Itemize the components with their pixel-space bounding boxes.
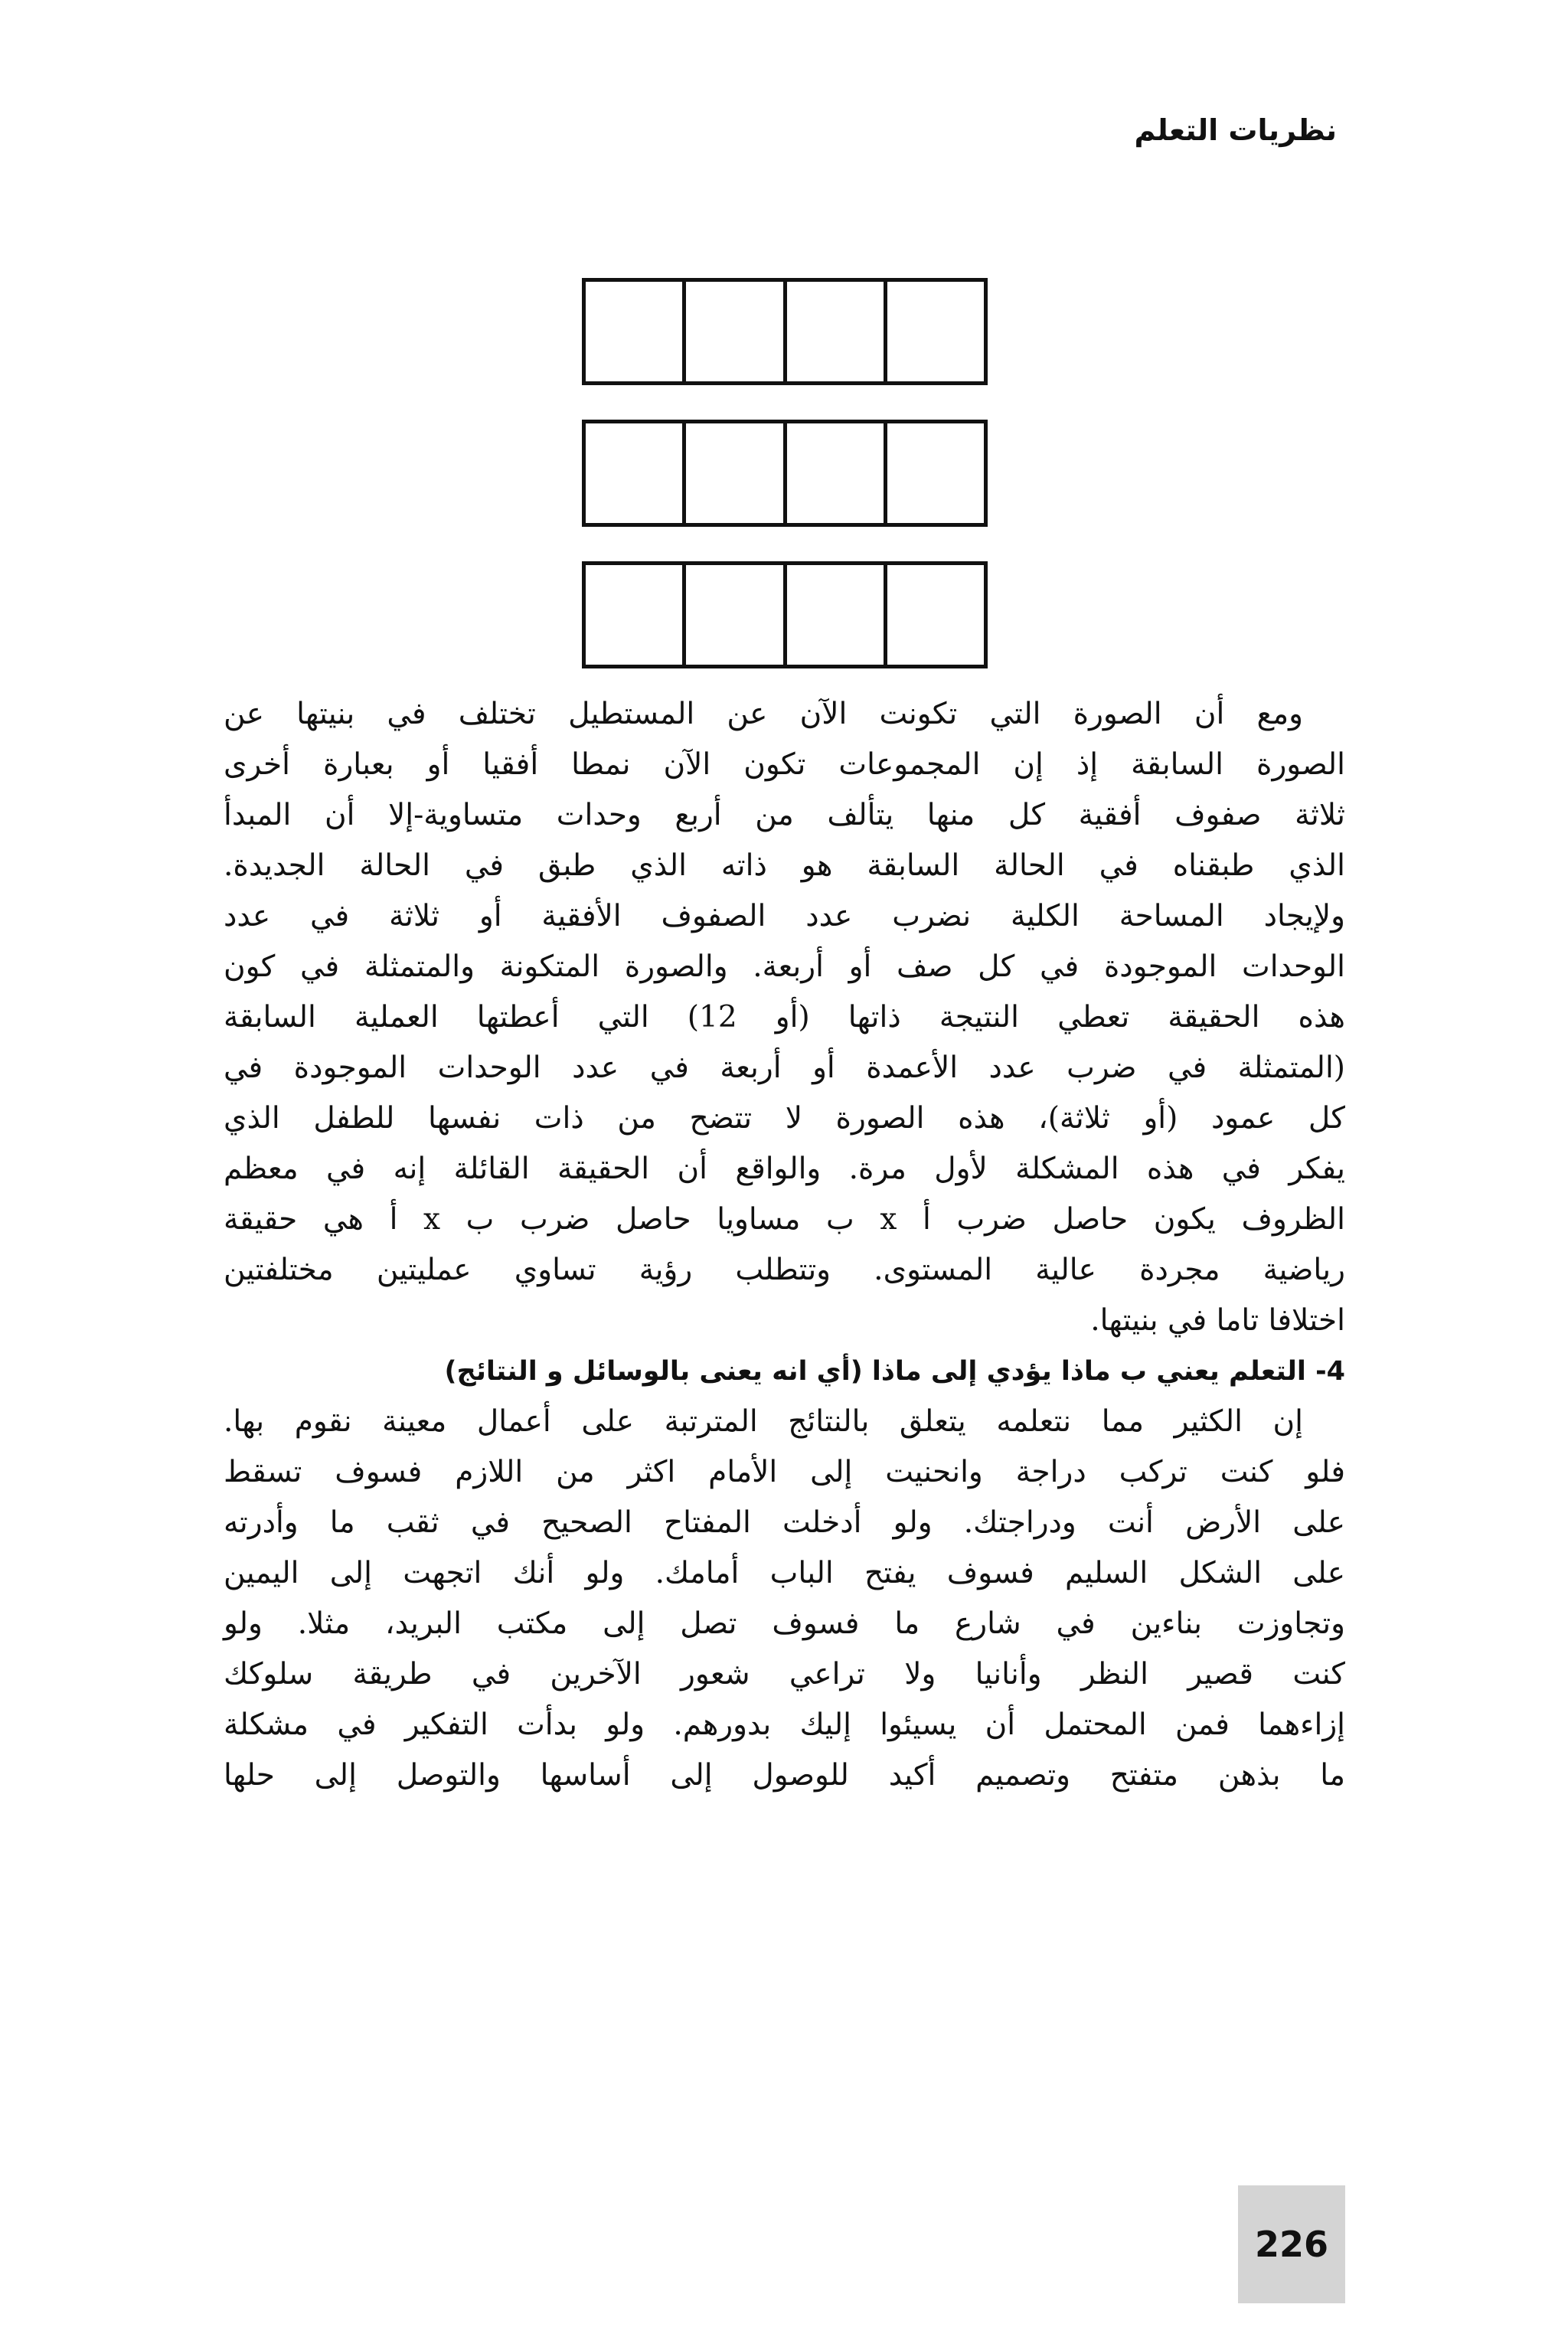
- text-line: ما بذهن متفتح وتصميم أكيد للوصول إلى أساسها والتوصل إلى حلها: [224, 1758, 1345, 1793]
- text-line: رياضية مجردة عالية المستوى. وتتطلب رؤية تساوي عمليتين مختلفتين: [224, 1253, 1345, 1287]
- text-line: الوحدات الموجودة في كل صف أو أربعة. والصورة المتكونة والمتمثلة في كون: [224, 949, 1345, 984]
- grid-cell: [682, 282, 782, 381]
- body-text: [224, 689, 1345, 1801]
- text-line: ولإيجاد المساحة الكلية نضرب عدد الصفوف الأفقية أو ثلاثة في عدد: [224, 899, 1345, 933]
- text-line: على الشكل السليم فسوف يفتح الباب أمامك. ولو أنك اتجهت إلى اليمين: [224, 1556, 1345, 1590]
- grid-row: [582, 561, 988, 668]
- text-line: كل عمود (أو ثلاثة)، هذه الصورة لا تتضح من ذات نفسها للطفل الذي: [224, 1101, 1345, 1136]
- text-line: إزاءهما فمن المحتمل أن يسيئوا إليك بدورهم. ولو بدأت التفكير في مشكلة: [224, 1708, 1345, 1742]
- text-line: الصورة السابقة إذ إن المجموعات تكون الآن نمطا أفقيا أو بعبارة أخرى: [224, 747, 1345, 782]
- grid-row: [582, 420, 988, 527]
- text-line: ومع أن الصورة التي تكونت الآن عن المستطيل تختلف في بنيتها عن: [224, 697, 1303, 731]
- grid-cell: [783, 565, 884, 665]
- text-line: هذه الحقيقة تعطي النتيجة ذاتها (أو 12) التي أعطتها العملية السابقة: [224, 1000, 1346, 1034]
- grid-row: [582, 278, 988, 385]
- page-number: 226: [1254, 2224, 1329, 2265]
- text-line: الظروف يكون حاصل ضرب أ x ب مساويا حاصل ضرب ب x أ هي حقيقة: [224, 1202, 1346, 1237]
- text-line: اختلافا تاما في بنيتها.: [1090, 1303, 1345, 1338]
- grid-cell: [586, 565, 682, 665]
- grid-cell: [884, 565, 984, 665]
- grid-cell: [884, 282, 984, 381]
- text-line: (المتمثلة في ضرب عدد الأعمدة أو أربعة في عدد الوحدات الموجودة في: [224, 1051, 1345, 1085]
- grid-cell: [586, 423, 682, 523]
- grid-cell: [682, 423, 782, 523]
- page-number-box: [1238, 2185, 1345, 2303]
- grid-cell: [586, 282, 682, 381]
- text-line: كنت قصير النظر وأنانيا ولا تراعي شعور الآخرين في طريقة سلوكك: [224, 1657, 1345, 1691]
- text-line: إن الكثير مما نتعلمه يتعلق بالنتائج المترتبة على أعمال معينة نقوم بها.: [224, 1404, 1303, 1439]
- paragraph-1: [224, 689, 1345, 1346]
- text-line: يفكر في هذه المشكلة لأول مرة. والواقع أن الحقيقة القائلة إنه في معظم: [224, 1152, 1345, 1186]
- text-line: الذي طبقناه في الحالة السابقة هو ذاته الذي طبق في الحالة الجديدة.: [224, 848, 1345, 883]
- text-line: وتجاوزت بناءين في شارع ما فسوف تصل إلى مكتب البريد، مثلا. ولو: [224, 1606, 1345, 1641]
- grid-cell: [682, 565, 782, 665]
- text-line: ثلاثة صفوف أفقية كل منها يتألف من أربع وحدات متساوية-إلا أن المبدأ: [224, 798, 1345, 832]
- grid-cell: [783, 282, 884, 381]
- rectangle-grid-figure: [582, 278, 988, 668]
- paragraph-2: [224, 1397, 1345, 1801]
- running-header: نظريات التعلم: [1134, 113, 1337, 147]
- text-line: على الأرض أنت ودراجتك. ولو أدخلت المفتاح الصحيح في ثقب ما وأدرته: [224, 1505, 1345, 1540]
- section-heading: 4- التعلم يعني ب ماذا يؤدي إلى ماذا (أي انه يعنى بالوسائل و النتائج): [444, 1356, 1345, 1387]
- text-line: فلو كنت تركب دراجة وانحنيت إلى الأمام اكثر من اللازم فسوف تسقط: [224, 1455, 1345, 1489]
- grid-cell: [884, 423, 984, 523]
- grid-cell: [783, 423, 884, 523]
